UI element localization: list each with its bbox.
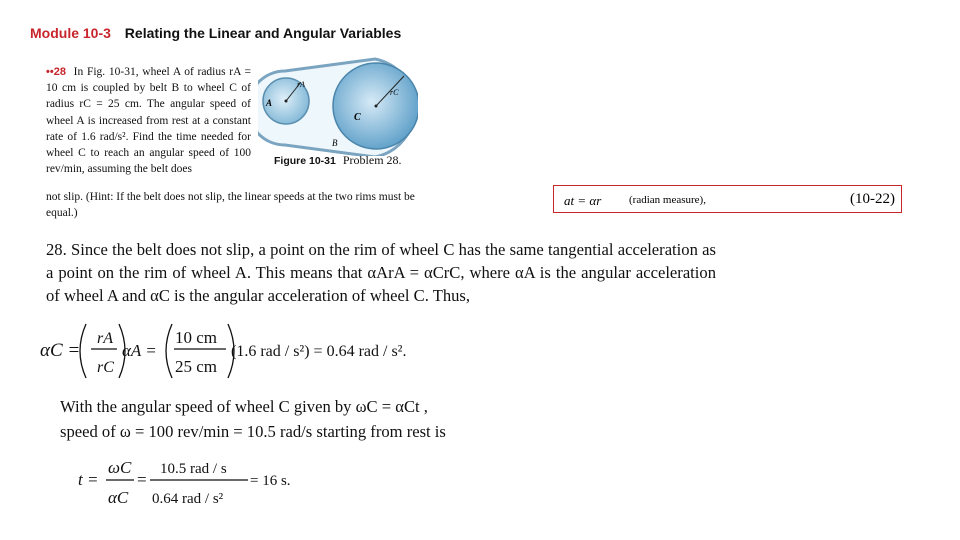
eq1-frac2-num: 10 cm — [175, 328, 218, 347]
eq1-frac1-num: rA — [97, 330, 113, 347]
section-heading — [30, 25, 401, 41]
problem-number: ••28 — [46, 66, 66, 78]
solution-time-setup — [60, 394, 446, 444]
equation-10-22-box — [553, 185, 902, 213]
eq1-frac1-den: rC — [97, 359, 114, 376]
figure-number: Figure 10-31 — [274, 155, 336, 167]
eq1-rhs: (1.6 rad / s²) = 0.64 rad / s². — [231, 343, 407, 360]
eq1-lhs: αC = — [40, 340, 81, 361]
equation-lhs: at = αr — [564, 193, 602, 208]
wheel-c-label: C — [354, 112, 361, 123]
problem-statement-continued: not slip. (Hint: If the belt does not slip, the linear speeds at the two rims must be equal.) — [46, 191, 415, 220]
figure-caption — [274, 153, 402, 168]
wheel-a-label: A — [266, 98, 273, 108]
eq2-frac2-num: 10.5 rad / s — [160, 461, 227, 477]
module-number: Module 10-3 — [30, 25, 111, 41]
problem-statement — [46, 64, 251, 177]
eq2-frac1-num: ωC — [108, 458, 132, 477]
equation-note: (radian measure), — [629, 194, 706, 206]
solution-line-2b: speed of ω = 100 rev/min = 10.5 rad/s starting from rest is — [60, 422, 446, 441]
eq2-frac1-den: αC — [108, 488, 129, 507]
wheel-belt-figure — [258, 56, 418, 156]
solution-paragraph: 28. Since the belt does not slip, a point on the rim of wheel C has the same tangential acceleration as a point on the rim of wheel A. This means that αArA = αCrC, where αA is the angular acceleration of wheel A and αC is the angular acceleration of wheel C. Thus, — [46, 240, 716, 305]
solution-line-2a: With the angular speed of wheel C given by ωC = αCt , — [60, 397, 428, 416]
equation-time — [78, 453, 338, 513]
radius-c-label: rC — [390, 88, 399, 97]
eq1-mid: αA = — [122, 341, 157, 360]
figure-caption-text: Problem 28. — [342, 153, 402, 167]
equation-number: (10-22) — [850, 191, 895, 207]
eq1-frac2-den: 25 cm — [175, 357, 218, 376]
radius-a-label: rA — [297, 80, 305, 89]
eq2-frac2-den: 0.64 rad / s² — [152, 491, 224, 507]
belt-label: B — [332, 138, 338, 148]
module-title: Relating the Linear and Angular Variables — [124, 25, 402, 41]
equation-alpha-c — [40, 318, 460, 384]
problem-text: In Fig. 10-31, wheel A of radius rA = 10 cm is coupled by belt B to wheel C of radius rC = 25 cm. The angular speed of wheel A is increased from rest at a constant rate of 1.6 rad/s². Find the time needed for wheel C to reach an angular speed of 100 rev/min, assuming the belt does — [46, 66, 252, 176]
eq2-lhs: t = — [78, 470, 99, 489]
eq2-equals: = — [137, 470, 147, 489]
eq2-rhs: = 16 s. — [250, 473, 291, 489]
